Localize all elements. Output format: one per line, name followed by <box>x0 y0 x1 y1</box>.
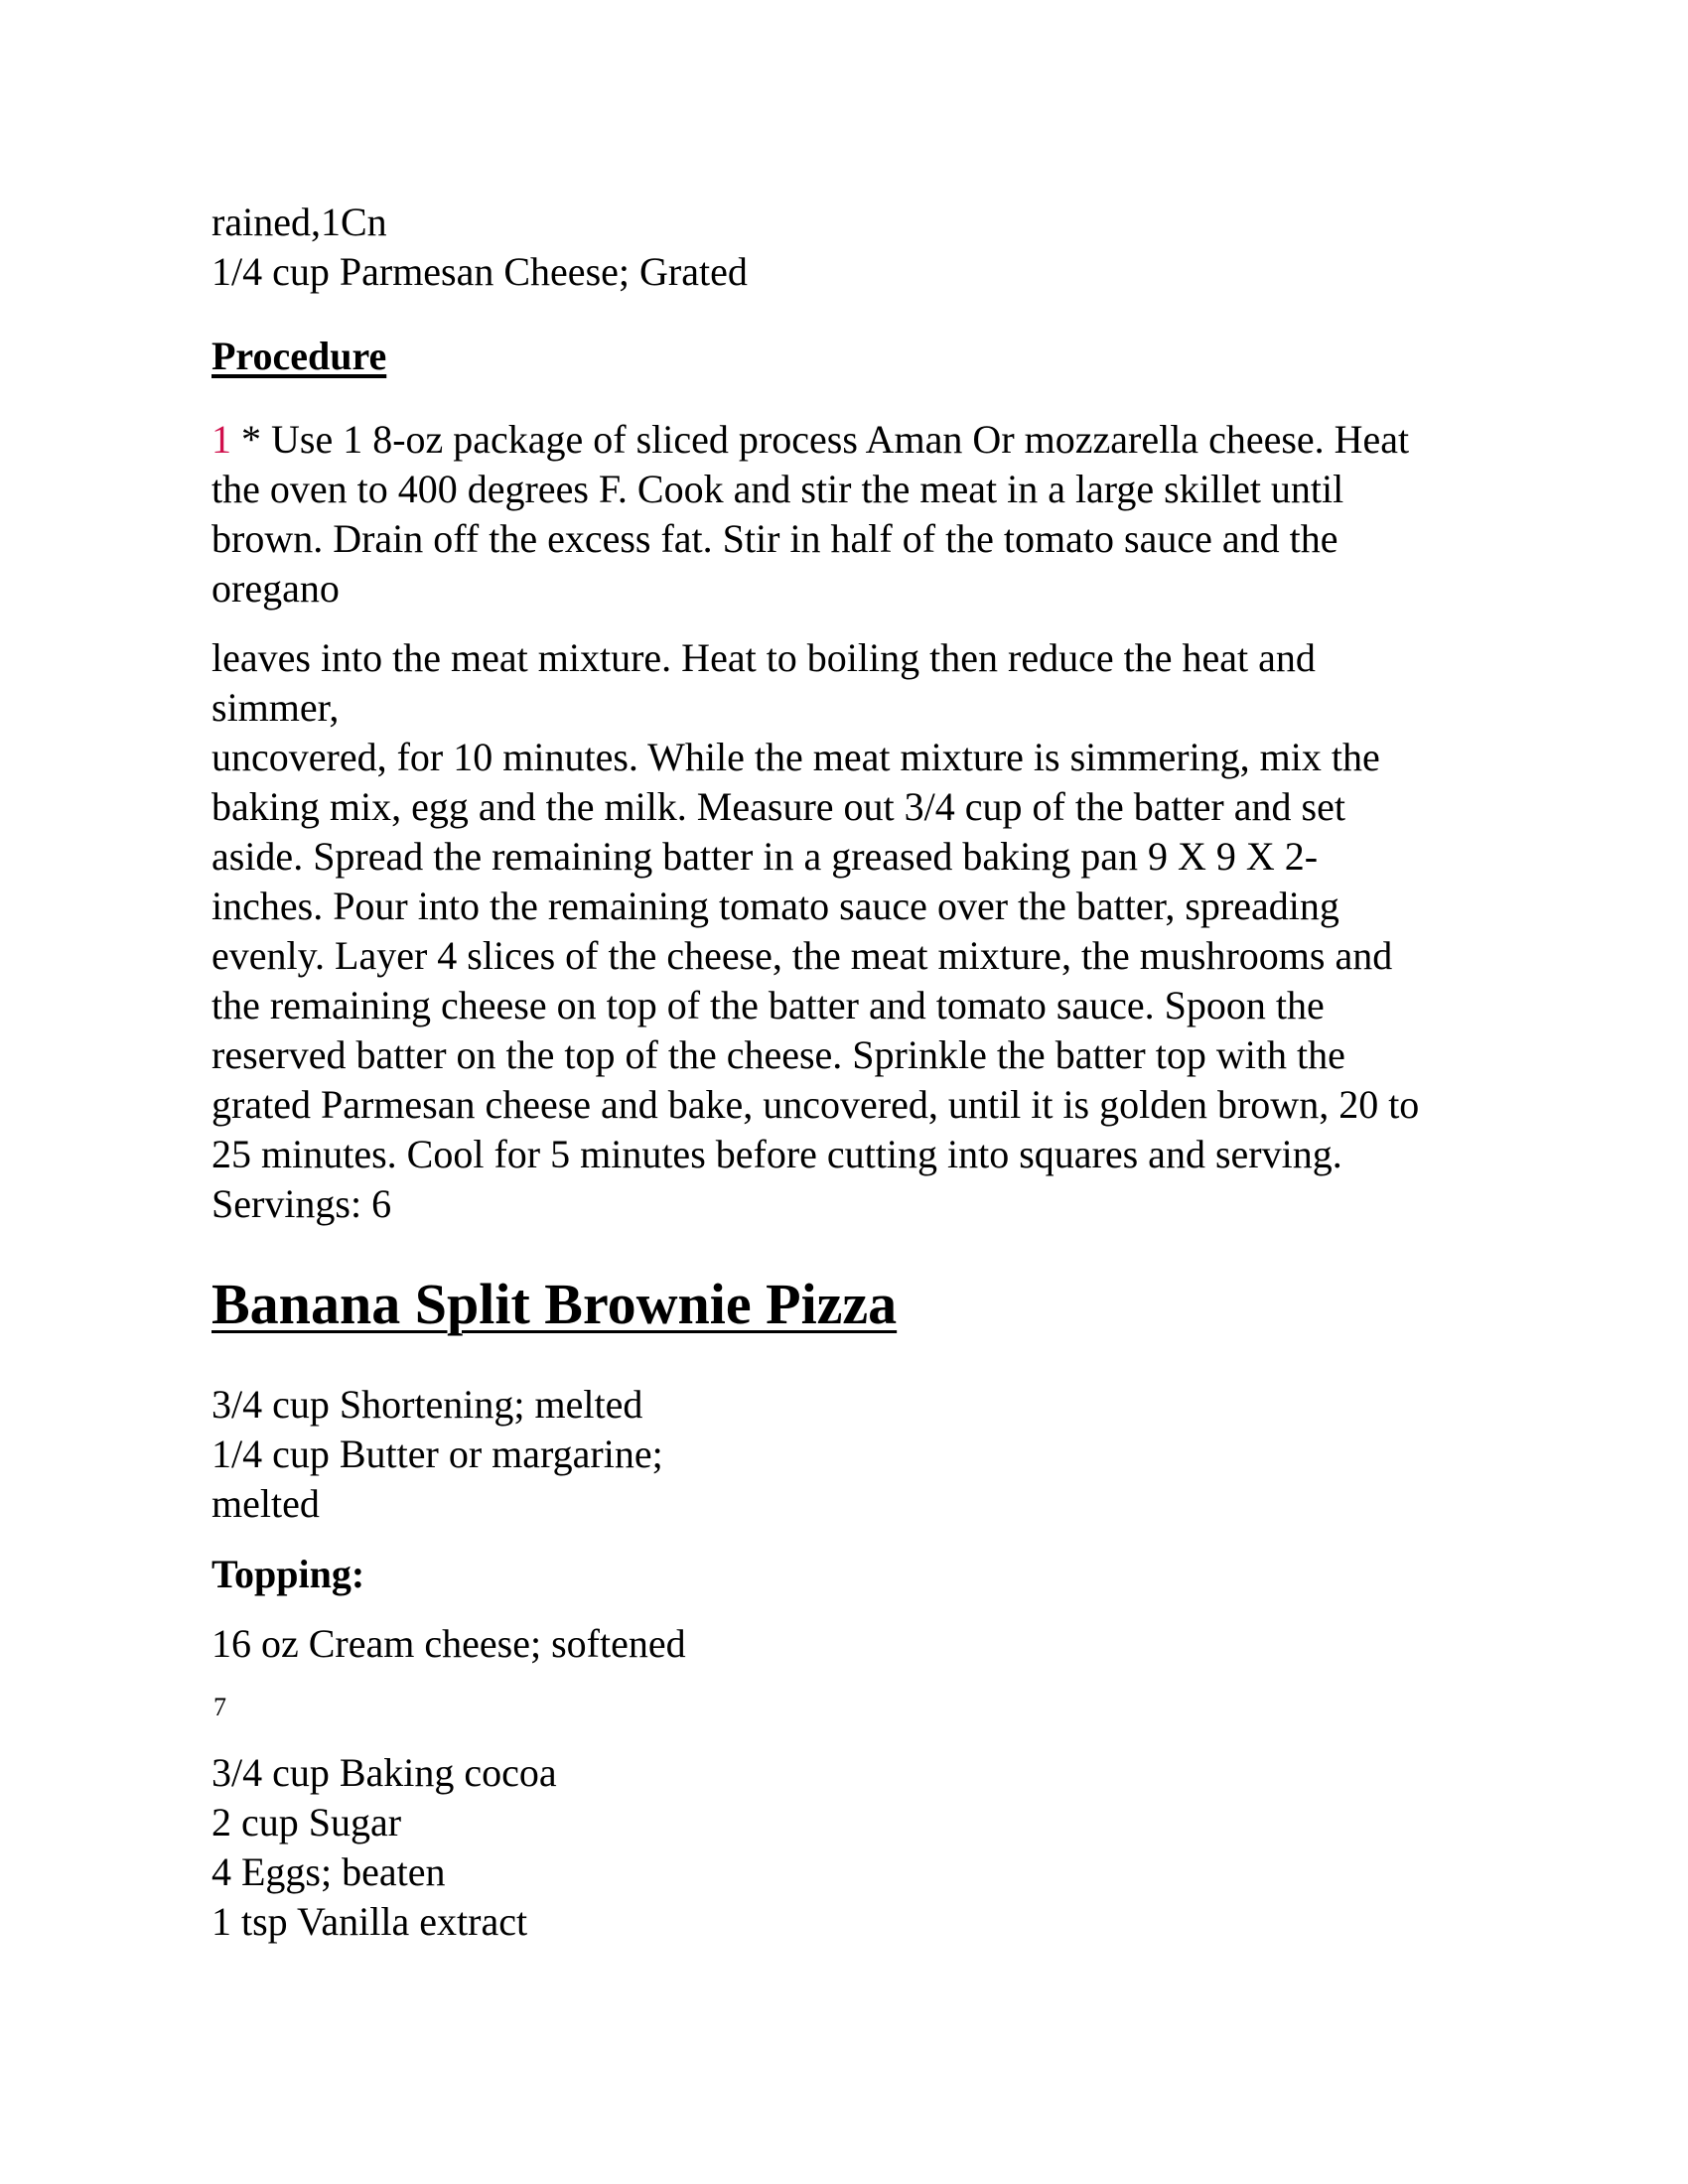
procedure-line: brown. Drain off the excess fat. Stir in half of the tomato sauce and the <box>211 516 1338 561</box>
step-number: 1 <box>211 417 231 462</box>
ingredient-line: 2 cup Sugar <box>211 1800 402 1844</box>
ingredient-line: 1/4 cup Butter or margarine; <box>211 1432 663 1476</box>
procedure-line: aside. Spread the remaining batter in a greased baking pan 9 X 9 X 2- <box>211 834 1319 879</box>
procedure-first-line <box>211 415 1502 465</box>
procedure-line: uncovered, for 10 minutes. While the meat mixture is simmering, mix the <box>211 735 1380 779</box>
ingredients-list-1 <box>211 1380 1502 1529</box>
procedure-line: grated Parmesan cheese and bake, uncovered, until it is golden brown, 20 to <box>211 1082 1420 1127</box>
procedure-line: Servings: 6 <box>211 1181 392 1226</box>
procedure-line: the oven to 400 degrees F. Cook and stir the meat in a large skillet until <box>211 467 1344 511</box>
recipe-title: Banana Split Brownie Pizza <box>211 1272 898 1336</box>
ingredient-line: 3/4 cup Shortening; melted <box>211 1382 643 1427</box>
procedure-line: the remaining cheese on top of the batter and tomato sauce. Spoon the <box>211 983 1325 1027</box>
ingredient-line: 3/4 cup Baking cocoa <box>211 1750 557 1795</box>
ingredient-line: 1 tsp Vanilla extract <box>211 1899 528 1944</box>
ingredient-line: rained,1Cn <box>211 200 387 244</box>
procedure-line: 25 minutes. Cool for 5 minutes before cutting into squares and serving. <box>211 1132 1342 1176</box>
procedure-line: reserved batter on the top of the cheese. Sprinkle the batter top with the <box>211 1032 1345 1077</box>
ingredient-line: 1/4 cup Parmesan Cheese; Grated <box>211 249 748 294</box>
procedure-line: baking mix, egg and the milk. Measure out 3/4 cup of the batter and set <box>211 784 1345 829</box>
ingredients-list-2 <box>211 1748 1502 1947</box>
procedure-line: leaves into the meat mixture. Heat to boiling then reduce the heat and <box>211 635 1316 680</box>
ingredient-line: 16 oz Cream cheese; softened <box>211 1621 686 1666</box>
procedure-block-2 <box>211 633 1502 1229</box>
procedure-block-1 <box>211 415 1502 614</box>
ingredient-line: melted <box>211 1481 320 1526</box>
topping-heading: Topping: <box>211 1552 365 1596</box>
page-number: 7 <box>213 1693 226 1721</box>
procedure-heading: Procedure <box>211 334 387 378</box>
procedure-line: evenly. Layer 4 slices of the cheese, the meat mixture, the mushrooms and <box>211 933 1393 978</box>
step-text: * Use 1 8-oz package of sliced process Aman Or mozzarella cheese. Heat <box>231 417 1410 462</box>
procedure-line: inches. Pour into the remaining tomato sauce over the batter, spreading <box>211 884 1339 928</box>
procedure-line: oregano <box>211 566 340 611</box>
ingredient-line: 4 Eggs; beaten <box>211 1849 446 1894</box>
procedure-line: simmer, <box>211 685 340 730</box>
